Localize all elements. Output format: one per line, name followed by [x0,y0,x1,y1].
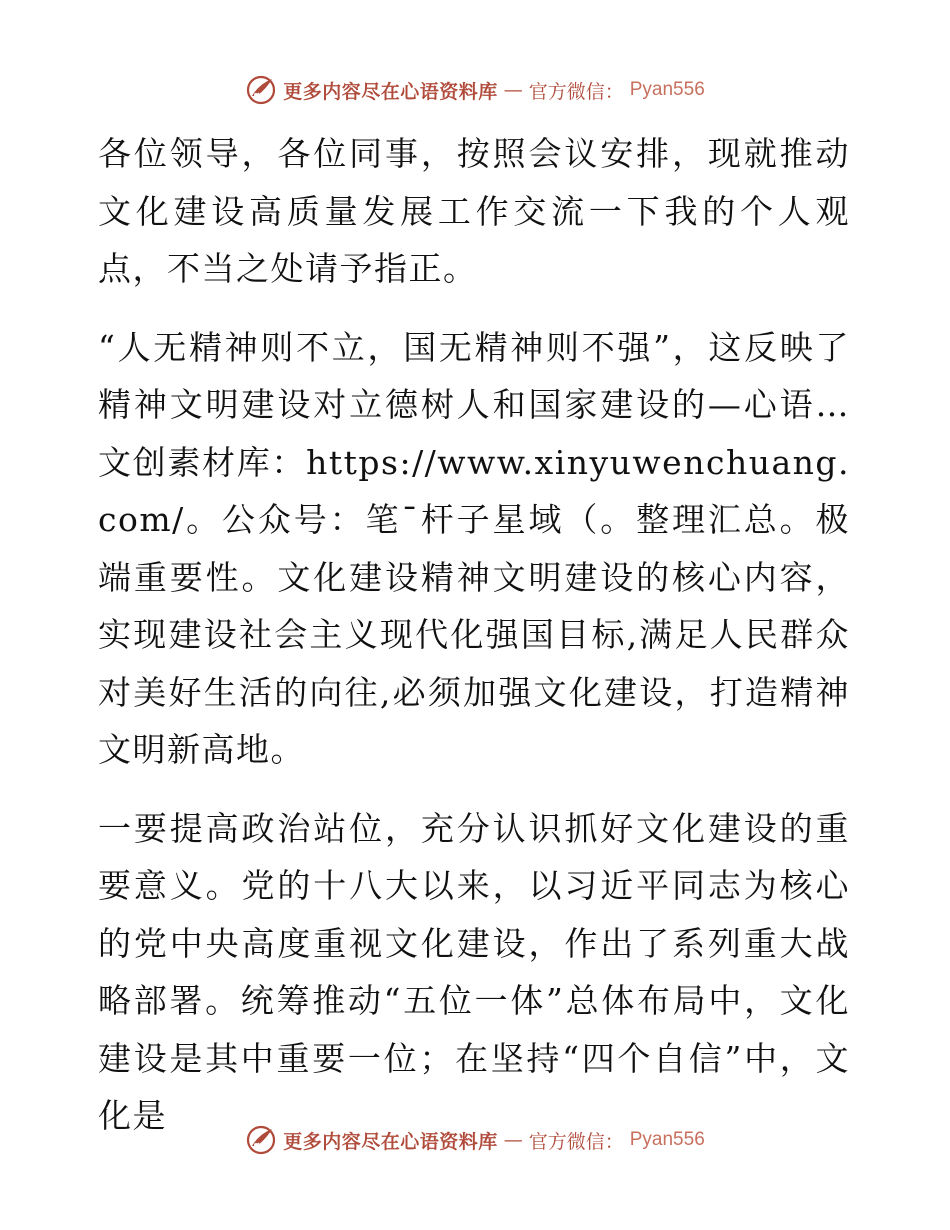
header-watermark-banner [0,70,950,110]
footer-watermark-banner [0,1120,950,1160]
banner-official-label: 官方微信： [528,1130,624,1153]
paragraph-political-stance: 一要提高政治站位，充分认识抓好文化建设的重要意义。党的十八大以来，以习近平同志为核心的党中央高度重视文化建设，作出了系列重大战略部署。统筹推动“五位一体”总体布局中，文化建设是其中重要一位；在坚持“四个自信”中，文化是 [98,808,850,1135]
paragraph-spirit: “人无精神则不立，国无精神则不强”，这反映了精神文明建设对立德树人和国家建设的—心语…文创素材库：https://www.xinyuwenchuang.com/。公众号：笔¯杆子星域（。整理汇总。极端重要性。文化建设精神文明建设的核心内容，实现建设社会主义现代化强国目标,满足人民群众对美好生活的向往,必须加强文化建设，打造精神文明新高地。 [98,327,850,769]
banner-site-name: 更多内容尽在心语资料库 [283,1130,498,1153]
banner-official-label: 官方微信： [528,80,624,103]
banner-separator: — [503,79,523,101]
document-body [98,125,850,1166]
banner-site-name: 更多内容尽在心语资料库 [283,80,498,103]
banner-account-id: Pyan556 [629,1129,705,1150]
quill-pen-logo-icon [245,1124,277,1156]
paragraph-opening: 各位领导，各位同事，按照会议安排，现就推动文化建设高质量发展工作交流一下我的个人观点，不当之处请予指正。 [98,134,850,288]
quill-pen-logo-icon [245,74,277,106]
banner-separator: — [503,1129,523,1151]
banner-account-id: Pyan556 [629,79,705,100]
